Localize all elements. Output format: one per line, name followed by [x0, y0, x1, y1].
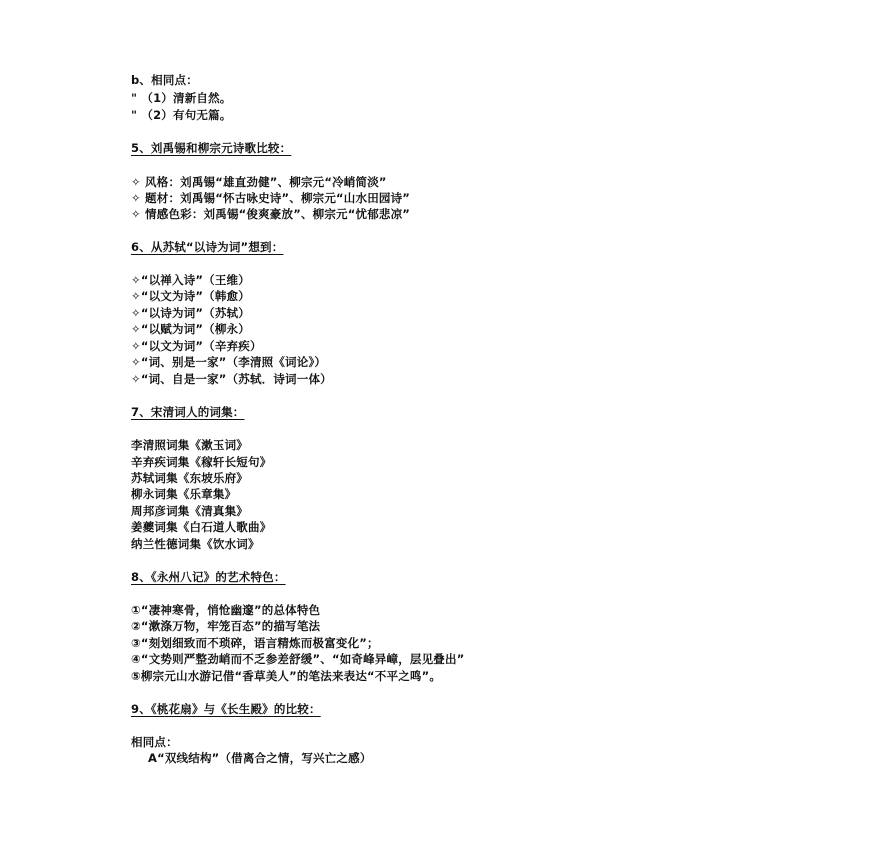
section-6-item-2: ✧“以文为诗”（韩愈） — [131, 289, 250, 303]
section-9-subtitle: 相同点： — [131, 735, 178, 749]
section-7-item-6: 姜夔词集《白石道人歌曲》 — [131, 520, 272, 534]
section-8-item-4: ④“文势则严整劲峭而不乏参差舒缓”、“如奇峰异嶂，层见叠出” — [131, 652, 465, 666]
section-5-item-2: ✧ 题材：刘禹锡“怀古咏史诗”、柳宗元“山水田园诗” — [131, 191, 411, 205]
section-7-item-1: 李清照词集《漱玉词》 — [131, 438, 248, 452]
section-6-item-6: ✧“词、别是一家”（李清照《词论》） — [131, 355, 327, 369]
section-8-item-5: ⑤柳宗元山水游记借“香草美人”的笔法来表达“不平之鸣”。 — [131, 669, 442, 683]
section-8-heading: 8、《永州八记》的艺术特色： — [131, 570, 286, 584]
section-9-item-1: A“双线结构”（借离合之情，写兴亡之感） — [148, 751, 372, 765]
section-7-item-3: 苏轼词集《东坡乐府》 — [131, 471, 248, 485]
section-7-item-5: 周邦彦词集《清真集》 — [131, 504, 248, 518]
section-7-heading: 7、宋清词人的词集： — [131, 405, 245, 419]
section-6-item-7: ✧“词、自是一家”（苏轼．诗词一体） — [131, 372, 332, 386]
section-5-item-3: ✧ 情感色彩：刘禹锡“俊爽豪放”、柳宗元“忧郁悲凉” — [131, 207, 411, 221]
section-6-heading: 6、从苏轼“以诗为词”想到： — [131, 240, 284, 254]
section-8-item-1: ①“凄神寒骨，悄怆幽邃”的总体特色 — [131, 603, 321, 617]
section-b-title: b、相同点： — [131, 73, 198, 87]
section-5-heading: 5、刘禹锡和柳宗元诗歌比较： — [131, 141, 292, 155]
section-7-item-2: 辛弃疾词集《稼轩长短句》 — [131, 455, 272, 469]
section-9-heading: 9、《桃花扇》与《长生殿》的比较： — [131, 702, 321, 716]
section-6-item-1: ✧“以禅入诗”（王维） — [131, 273, 250, 287]
section-6-item-3: ✧“以诗为词”（苏轼） — [131, 306, 250, 320]
section-8-item-3: ③“刻划细致而不琐碎，语言精炼而极富变化”； — [131, 636, 379, 650]
section-6-item-5: ✧“以文为词”（辛弃疾） — [131, 339, 262, 353]
section-8-item-2: ②“漱涤万物，牢笼百态”的描写笔法 — [131, 619, 321, 633]
section-5-item-1: ✧ 风格：刘禹锡“雄直劲健”、柳宗元“冷峭简淡” — [131, 175, 387, 189]
section-7-item-4: 柳永词集《乐章集》 — [131, 487, 237, 501]
section-6-item-4: ✧“以赋为词”（柳永） — [131, 322, 250, 336]
section-7-item-7: 纳兰性德词集《饮水词》 — [131, 537, 260, 551]
section-b-item-1: " （1）清新自然。 — [131, 91, 232, 105]
section-b-item-2: " （2）有句无篇。 — [131, 108, 232, 122]
